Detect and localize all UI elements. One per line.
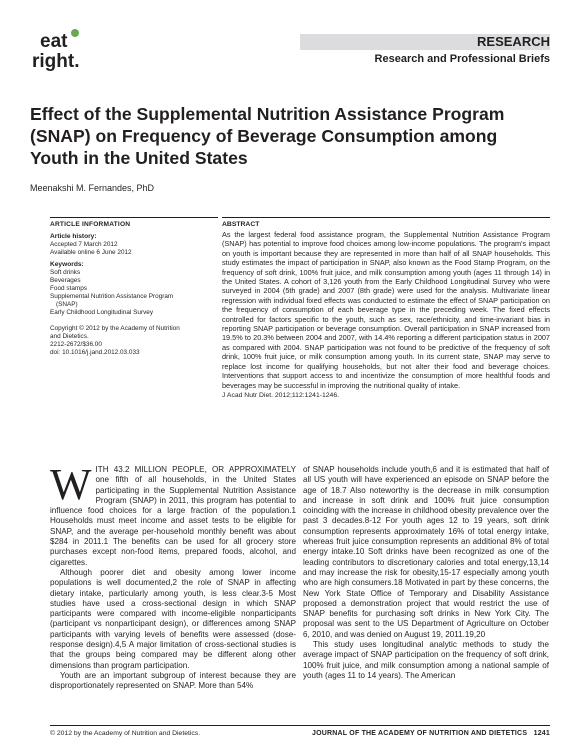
body-column-right [303, 465, 549, 681]
abstract-heading: ABSTRACT [222, 221, 260, 228]
panel-heading: ARTICLE INFORMATION [50, 221, 131, 228]
doi: doi: 10.1016/j.jand.2012.03.033 [50, 349, 140, 356]
logo-text-eat: eat [40, 31, 68, 52]
eatright-logo [30, 26, 86, 74]
accepted-date: Accepted 7 March 2012 [50, 241, 118, 248]
keyword-item: (SNAP) [56, 301, 78, 308]
history-label: Article history: [50, 233, 97, 240]
keywords-label: Keywords: [50, 261, 84, 268]
abstract-section [222, 217, 550, 455]
footer-journal [312, 729, 550, 738]
body-paragraph: ITH 43.2 MILLION PEOPLE, OR APPROXIMATELY one fifth of all households, in the United States participating in the Supplemental Nutrition Assistance Program (SNAP) in 2011, this program has potential to influence food choices for a large fraction of the population.1 Households must meet income and asset tests to be eligible for SNAP, and the average per-household monthly benefit was about $284 in 2011.1 The benefits can be used for all grocery store purchases except non-food items, prepared foods, alcohol, and cigarettes. [50, 465, 296, 567]
body-paragraph: Although poorer diet and obesity among lower income populations is well documented,2 the role of SNAP in affecting dietary intake, particularly among youth, is less clear.3-5 Most studies have used a cross-sectional design in which SNAP participants were compared with income-eligible nonparticipants (participant vs nonparticipant design), or differences among SNAP participants with varying levels of benefits were assessed (dose-response design).4,5 A major limitation of cross-sectional studies is that the groups being compared may be different along other dimensions than program participation. [50, 567, 296, 670]
article-title: Effect of the Supplemental Nutrition Assistance Program (SNAP) on Frequency of Beverage Consumption among Youth in the United States [30, 104, 505, 168]
section-label: RESEARCH [477, 34, 550, 49]
available-date: Available online 6 June 2012 [50, 249, 132, 256]
logo-text-right: right. [32, 51, 80, 72]
journal-name: JOURNAL OF THE ACADEMY OF NUTRITION AND DIETETICS [312, 730, 528, 737]
keyword-item: Food stamps [50, 285, 87, 292]
copyright-line-2: and Dietetics. [50, 333, 89, 340]
article-information-panel [50, 217, 218, 455]
body-column-left [50, 460, 296, 692]
section-sublabel: Research and Professional Briefs [374, 53, 550, 65]
keyword-item: Supplemental Nutrition Assistance Program [50, 293, 174, 300]
issn: 2212-2672/$36.00 [50, 341, 102, 348]
eatright-logo-mark [30, 26, 86, 74]
article-author: Meenakshi M. Fernandes, PhD [30, 183, 155, 193]
copyright-line: Copyright © 2012 by the Academy of Nutrition [50, 325, 180, 332]
footer-copyright: © 2012 by the Academy of Nutrition and Dietetics. [50, 730, 201, 737]
body-paragraph: This study uses longitudinal analytic methods to study the average impact of SNAP participation on the frequency of soft drink, 100% fruit juice, and milk consumption among a national sample of youth (ages 11 to 14 years). The American [303, 640, 549, 680]
footer-rule [50, 725, 550, 726]
abstract-citation: J Acad Nutr Diet. 2012;112:1241-1246. [222, 391, 340, 399]
drop-cap: W [50, 460, 92, 509]
page-number: 1241 [533, 730, 550, 737]
keyword-item: Soft drinks [50, 269, 81, 276]
logo-leaf-dot [71, 29, 79, 37]
body-paragraph: of SNAP households include youth,6 and it is estimated that half of all US youth will have experienced an episode on SNAP before the age of 18.7 Also noteworthy is the decrease in milk consumption and increase in soft drink and 100% fruit juice consumption coinciding with the increase in childhood obesity prevalence over the past 3 decades.8-12 For youth ages 12 to 19 years, soft drink consumption represents approximately 16% of total energy intake, whereas fruit juice consumption represents an additional 8% of total energy intake.10 Soft drinks have been recognized as one of the leading contributors to discretionary calories and total energy,13,14 and may increase the risk for obesity,15-17 especially among youth who are high consumers.18 Motivated in part by these concerns, the New York State Office of Temporary and Disability Assistance proposed a demonstration project that would restrict the use of SNAP benefits for purchasing soft drinks in New York City. The proposal was sent to the US Department of Agriculture on October 6, 2010, and was denied on August 19, 2011.19,20 [303, 465, 549, 639]
abstract-text: As the largest federal food assistance program, the Supplemental Nutrition Assistance Program (SNAP) has potential to improve food choices among low-income populations. The program's impact on youth is important because they are represented in more than half of all SNAP households. This study estimates the impact of participation in SNAP, also known as the Food Stamp Program, on the frequency of soft drink, 100% fruit juice, and milk consumption among youth (ages 11 through 14) in the United States. A cohort of 3,126 youth from the Early Childhood Longitudinal Survey who were surveyed in 2004 (5th grade) and 2007 (8th grade) were used for the analysis. Multivariate linear regression with individual fixed effects was conducted to estimate the effect of SNAP participation on the frequency of consumption of each beverage type in the preceding week. The fixed effects controlled for factors specific to the youth, such as sex, race/ethnicity, and time-invariant bias in reporting SNAP participation or beverage consumption. Overall participation in SNAP increased from 19.5% to 20.3% between 2004 and 2007, with 14.4% reporting a different participation status in 2007 as compared with 2004. SNAP participation was not found to be predictive of the frequency of soft drink, 100% fruit juice, or milk consumption among youth. In its current state, SNAP may serve to replace lost income for qualifying households, but not alter their food and beverage choices. Interventions that support access to and incentivize the consumption of more healthful foods and beverages may be successful in improving the nutritional quality of intake. [222, 230, 550, 390]
keyword-item: Beverages [50, 277, 81, 284]
keyword-item: Early Childhood Longitudinal Survey [50, 309, 154, 316]
body-paragraph: Youth are an important subgroup of interest because they are disproportionately represented on SNAP. More than 54% [50, 670, 296, 691]
